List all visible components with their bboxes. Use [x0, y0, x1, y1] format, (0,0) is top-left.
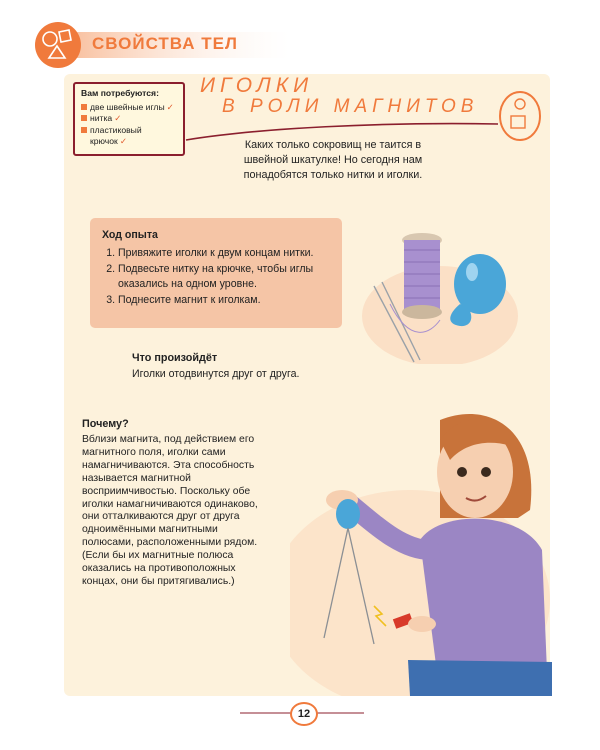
- spool-and-magnet-illustration: [360, 224, 520, 364]
- balloon-magnet-icon: [336, 499, 360, 529]
- section-title: СВОЙСТВА ТЕЛ: [92, 34, 238, 53]
- check-icon: ✓: [166, 101, 174, 112]
- procedure-step: 1. Привяжите иголки к двум концам нитки.: [118, 246, 332, 261]
- procedure-box: [90, 218, 342, 328]
- bullet-icon: [81, 127, 87, 133]
- procedure-step: 2. Подвесьте нитку на крючке, чтобы иглы оказались на одном уровне.: [118, 262, 332, 291]
- bullet-icon: [81, 115, 87, 121]
- shapes-icon: [35, 22, 81, 68]
- bullet-icon: [81, 104, 87, 110]
- materials-item: две швейные иглы ✓: [81, 102, 177, 114]
- procedure-list: [102, 246, 332, 308]
- materials-heading: Вам потребуются:: [81, 88, 159, 98]
- article-title-line2: В РОЛИ МАГНИТОВ: [222, 96, 479, 117]
- result-heading: Что произойдёт: [132, 352, 218, 364]
- thread-spool-icon: [402, 233, 442, 319]
- girl-experiment-illustration: [290, 400, 552, 696]
- materials-box: [73, 82, 185, 156]
- materials-item: пластиковый крючок ✓: [81, 125, 177, 148]
- explanation-heading: Почему?: [82, 418, 129, 430]
- explanation-text: Вблизи магнита, под действием его магнитного поля, иголки сами намагничиваются. Эта способность называется магнитной восприимчивостью. Поскольку обе иголки намагничиваются одинаково, они отталкиваются друг от друга одноимёнными магнитными полюсами, расположенными рядом. (Если бы их магнитные полюса оказались на противоположных концах, они бы притягивались.): [82, 434, 258, 587]
- article-title-line1: ИГОЛКИ: [200, 74, 314, 97]
- check-icon: ✓: [119, 136, 128, 146]
- procedure-step: 3. Поднесите магнит к иголкам.: [118, 293, 332, 308]
- check-icon: ✓: [114, 113, 122, 123]
- result-text: Иголки отодвинутся друг от друга.: [132, 368, 300, 380]
- page-number: 12: [290, 702, 318, 726]
- materials-item: нитка ✓: [81, 113, 177, 125]
- intro-text: Каких только сокровищ не таится в швейной шкатулке! Но сегодня нам понадобятся только нитки и иголки.: [243, 139, 423, 181]
- procedure-heading: Ход опыта: [102, 229, 158, 241]
